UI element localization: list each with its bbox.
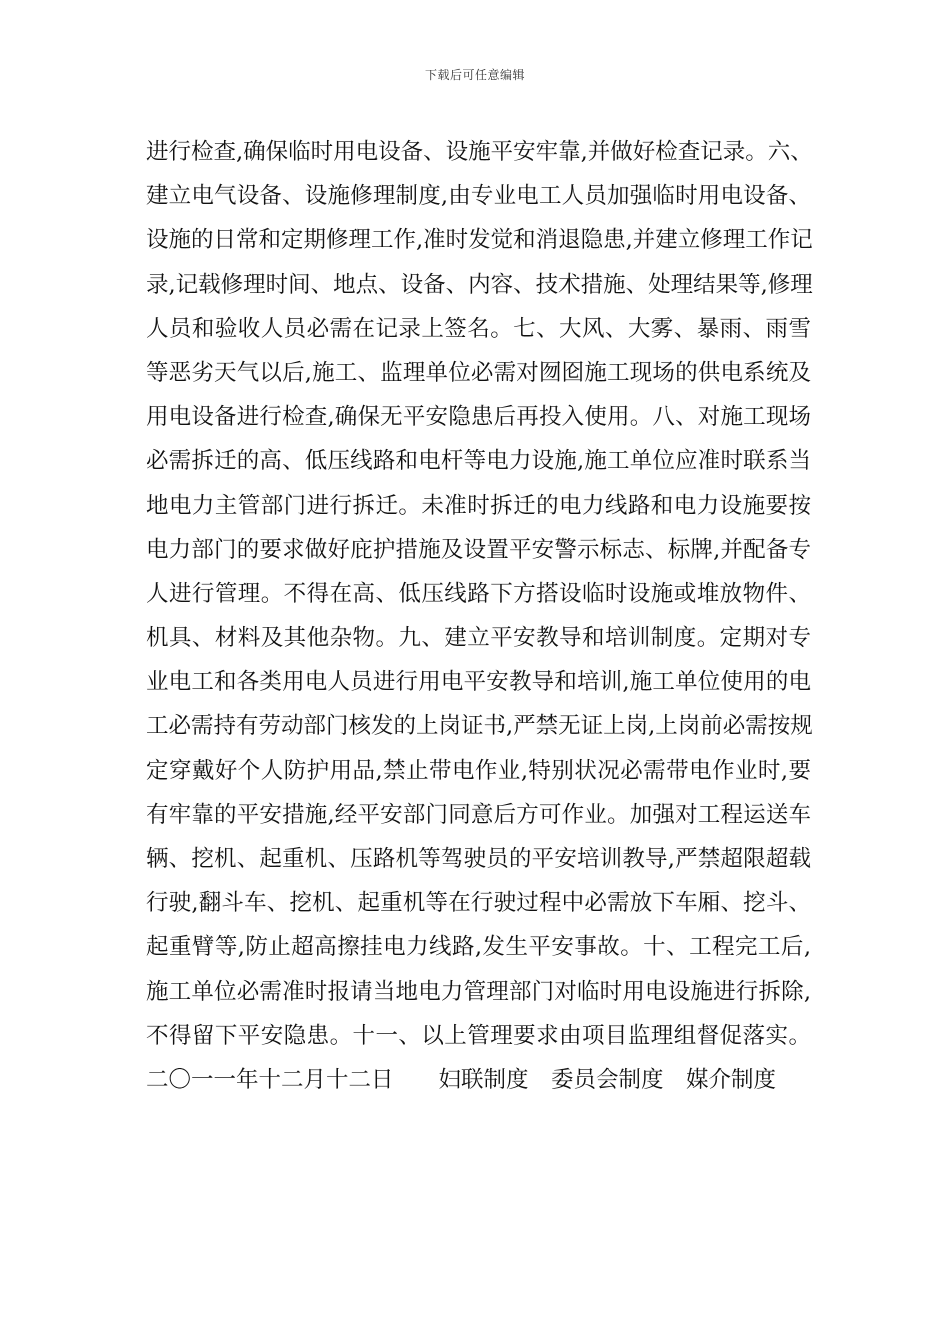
text-line: 有牢靠的平安措施,经平安部门同意后方可作业。加强对工程运送车 [146, 801, 811, 828]
text-line: 进行检查,确保临时用电设备、设施平安牢靠,并做好检查记录。六、 [146, 139, 813, 165]
text-line: 用电设备进行检查,确保无平安隐患后再投入使用。八、对施工现场 [146, 404, 811, 431]
text-line: 电力部门的要求做好庇护措施及设置平安警示标志、标牌,并配备专 [146, 536, 811, 563]
text-line: 录,记载修理时间、地点、设备、内容、技术措施、处理结果等,修理 [146, 271, 813, 298]
text-line: 不得留下平安隐患。十一、以上管理要求由项目监理组督促落实。 [146, 1022, 811, 1049]
text-line: 工必需持有劳动部门核发的上岗证书,严禁无证上岗,上岗前必需按规 [146, 713, 813, 740]
text-line: 定穿戴好个人防护用品,禁止带电作业,特别状况必需带电作业时,要 [146, 757, 811, 784]
text-line: 人进行管理。不得在高、低压线路下方搭设临时设施或堆放物件、 [146, 580, 811, 607]
text-line: 地电力主管部门进行拆迁。未准时拆迁的电力线路和电力设施要按 [146, 492, 811, 519]
text-line: 起重臂等,防止超高擦挂电力线路,发生平安事故。十、工程完工后, [146, 934, 811, 961]
text-line: 人员和验收人员必需在记录上签名。七、大风、大雾、暴雨、雨雪 [146, 315, 811, 342]
text-line: 辆、挖机、起重机、压路机等驾驶员的平安培训教导,严禁超限超载 [146, 846, 811, 872]
text-line: 业电工和各类用电人员进行用电平安教导和培训,施工单位使用的电 [146, 669, 811, 696]
text-line: 建立电气设备、设施修理制度,由专业电工人员加强临时用电设备、 [146, 183, 811, 210]
text-line: 行驶,翻斗车、挖机、起重机等在行驶过程中必需放下车厢、挖斗、 [146, 890, 811, 917]
text-line: 施工单位必需准时报请当地电力管理部门对临时用电设施进行拆除, [146, 978, 811, 1005]
text-line-date-footer: 二〇一一年十二月十二日 妇联制度 委员会制度 媒介制度 [146, 1066, 777, 1093]
text-line: 设施的日常和定期修理工作,准时发觉和消退隐患,并建立修理工作记 [146, 227, 813, 254]
body-text [146, 130, 811, 1102]
text-line: 机具、材料及其他杂物。九、建立平安教导和培训制度。定期对专 [146, 625, 811, 652]
page-header: 下载后可任意编辑 [424, 68, 525, 82]
text-line: 必需拆迁的高、低压线路和电杆等电力设施,施工单位应准时联系当 [146, 448, 811, 475]
text-line: 等恶劣天气以后,施工、监理单位必需对囫囵施工现场的供电系统及 [146, 359, 811, 386]
